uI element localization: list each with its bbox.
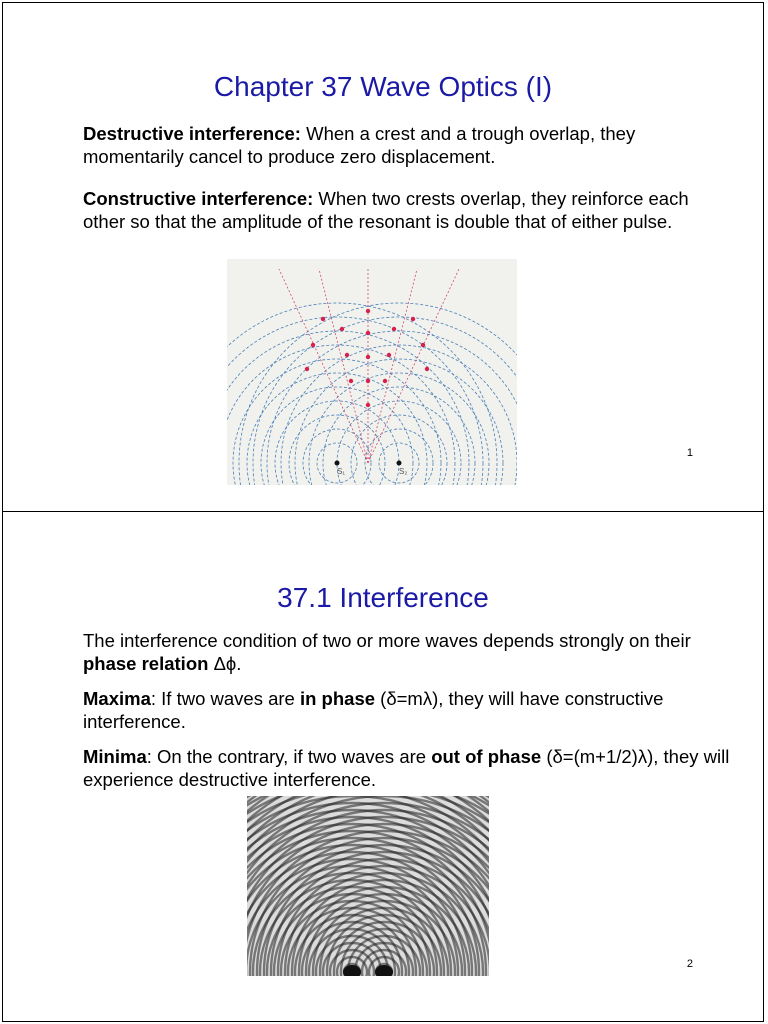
intersection-point bbox=[305, 367, 309, 371]
antinodal-line bbox=[279, 269, 368, 463]
interference-diagram-svg bbox=[227, 259, 517, 485]
maxima-paragraph bbox=[83, 687, 733, 733]
destructive-term: Destructive interference: bbox=[83, 123, 301, 144]
antinodal-lines bbox=[279, 269, 459, 463]
intersection-point bbox=[345, 353, 349, 357]
intro-paragraph bbox=[83, 629, 733, 675]
ripple-tank-photo bbox=[247, 796, 489, 976]
intersection-point bbox=[425, 367, 429, 371]
intersection-point bbox=[387, 353, 391, 357]
intersection-point bbox=[340, 327, 344, 331]
slide-title: Chapter 37 Wave Optics (I) bbox=[213, 71, 553, 102]
out-of-phase-bold: out of phase bbox=[431, 746, 542, 767]
destructive-text: When a crest and a trough overlap, they momentarily cancel to produce zero displacement. bbox=[83, 123, 636, 167]
intersection-point bbox=[366, 403, 370, 407]
source-label-2: S₂ bbox=[399, 467, 408, 476]
page-number: 1 bbox=[686, 447, 693, 459]
antinodal-line bbox=[368, 269, 417, 463]
intersection-point bbox=[321, 317, 325, 321]
maxima-term: Maxima bbox=[83, 688, 151, 709]
source-label-1: S₁ bbox=[337, 467, 346, 476]
maxima-text-2: (δ=mλ), they will have constructive interference. bbox=[83, 688, 664, 732]
destructive-paragraph bbox=[83, 122, 733, 168]
intersection-point bbox=[366, 309, 370, 313]
minima-paragraph bbox=[83, 745, 733, 791]
intro-text: The interference condition of two or more waves depends strongly on their bbox=[83, 630, 691, 651]
antinodal-line bbox=[368, 269, 459, 463]
intersection-point bbox=[383, 379, 387, 383]
intersection-point bbox=[311, 343, 315, 347]
slide-1 bbox=[2, 2, 764, 512]
slide-title: 37.1 Interference bbox=[277, 582, 489, 613]
minima-text-2: (δ=(m+1/2)λ), they will experience destructive interference. bbox=[83, 746, 730, 790]
minima-text-1: : On the contrary, if two waves are bbox=[146, 746, 432, 767]
constructive-text: When two crests overlap, they reinforce each other so that the amplitude of the resonant is double that of either pulse. bbox=[83, 188, 689, 232]
minima-term: Minima bbox=[83, 746, 147, 767]
intersection-point bbox=[366, 331, 370, 335]
maxima-text-1: : If two waves are bbox=[150, 688, 300, 709]
wavefront-arc bbox=[239, 303, 517, 485]
ripple-tank-photo-svg bbox=[247, 796, 489, 976]
page-number: 2 bbox=[686, 958, 693, 970]
ripple-rings bbox=[247, 796, 489, 976]
constructive-paragraph bbox=[83, 187, 733, 233]
source-point bbox=[335, 461, 340, 466]
intersection-point bbox=[349, 379, 353, 383]
slide-2 bbox=[2, 512, 764, 1022]
wavefront-arc bbox=[267, 331, 517, 485]
intersection-point bbox=[411, 317, 415, 321]
intersection-point bbox=[421, 343, 425, 347]
intersection-point bbox=[366, 355, 370, 359]
intersection-point bbox=[366, 379, 370, 383]
source-point bbox=[397, 461, 402, 466]
in-phase-bold: in phase bbox=[299, 688, 376, 709]
constructive-term: Constructive interference: bbox=[83, 188, 314, 209]
intersection-point bbox=[392, 327, 396, 331]
phase-symbol: Δϕ. bbox=[208, 653, 242, 674]
interference-diagram bbox=[227, 259, 517, 485]
wave-fronts bbox=[227, 303, 517, 485]
intersection-points bbox=[305, 309, 429, 466]
intro-bold: phase relation bbox=[83, 653, 209, 674]
